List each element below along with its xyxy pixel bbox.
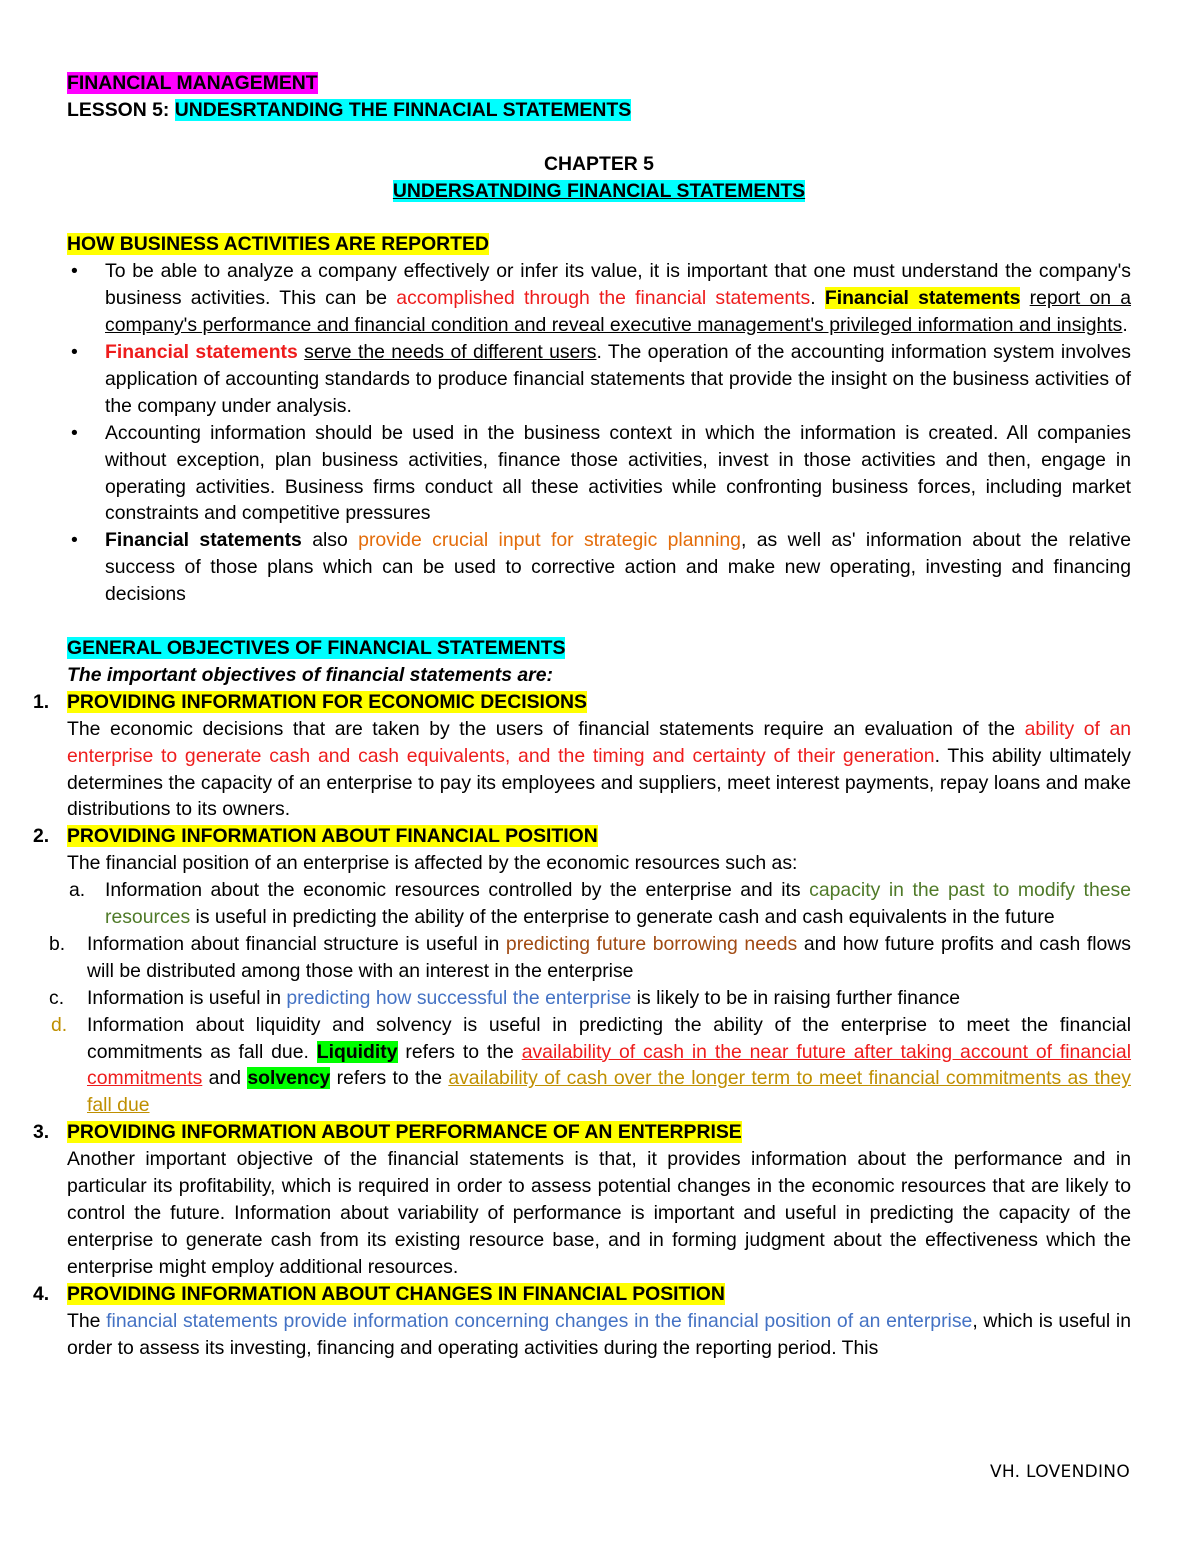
reporting-bullet-list: [67, 258, 1131, 608]
list-item: a. Information about the economic resources controlled by the enterprise and its capacity in the past to modify these resources is useful in predicting the ability of the enterprise to generate cash and cash equivalents in the future: [69, 879, 1131, 929]
footer-author: VH. LOVENDINO: [989, 1462, 1130, 1482]
bullet-icon: •: [71, 260, 78, 283]
objective-1-body: The economic decisions that are taken by the users of financial statements require an evaluation of the ability of an enterprise to generate cash and cash equivalents, and the timing and certainty of their generation. This ability ultimately determines the capacity of an enterprise to pay its employees and suppliers, meet interest payments, repay loans and make distributions to its owners.: [67, 717, 1132, 821]
objective-3: 3. PROVIDING INFORMATION ABOUT PERFORMANCE OF AN ENTERPRISE Another important objective of the financial statements is that, it provides information about the performance and in particular its profitability, which is required in order to assess potential changes in the economic resources that are likely to control the future. Information about variability of performance is important and useful in predicting the capacity of the enterprise to generate cash from its existing resource base, and in forming judgment about the effectiveness which the enterprise might employ additional resources.: [67, 1119, 1131, 1280]
bullet-icon: •: [71, 341, 78, 364]
list-item: c. Information is useful in predicting how successful the enterprise is likely to be in raising further finance: [49, 986, 961, 1009]
document-body: [33, 70, 1132, 1361]
chapter-title: UNDERSATNDING FINANCIAL STATEMENTS: [392, 179, 806, 202]
list-item: d. Information about liquidity and solvency is useful in predicting the ability of the enterprise to meet the financial commitments as fall due. Liquidity refers to the availability of cash in the near future after taking account of financial commitments and solvency refers to the availability of cash over the longer term to meet financial commitments as they fall due: [51, 1013, 1132, 1117]
bullet-icon: •: [71, 421, 78, 444]
section-heading-reporting: HOW BUSINESS ACTIVITIES ARE REPORTED: [67, 233, 489, 256]
objective-3-body: Another important objective of the financial statements is that, it provides information about the performance and in particular its profitability, which is required in order to assess potential changes in the economic resources that are likely to control the future. Information about variability of performance is important and useful in predicting the capacity of the enterprise to generate cash from its existing resource base, and in forming judgment about the effectiveness which the enterprise might employ additional resources.: [67, 1148, 1131, 1278]
objective-2: 2. PROVIDING INFORMATION ABOUT FINANCIAL POSITION The financial position of an enterprise is affected by the economic resources such as: a. Information about the economic resources controlled by the enterprise and its capacity in the past to modify these resources is useful in predicting the ability of the enterprise to generate cash and cash equivalents in the future b. Information about financial structure is useful in predicting future borrowing needs and how future profits and cash flows will be distributed among those with an interest in the enterprise c. Information is useful in predicting how successful the enterprise is likely to be in raising further finance d. Information about liquidity and solvency is useful in predicting the ability of the enterprise to meet the financial commitments as fall due. Liquidity refers to the availability of cash in the near future after taking account of financial commitments and solvency refers to the availability of cash over the longer term to meet financial commitments as they fall due: [67, 823, 1131, 1119]
list-item: • Financial statements also provide crucial input for strategic planning, as well as' information about the relative success of those plans which can be used to corrective action and make new operating, investing and financing decisions: [71, 529, 1131, 606]
objective-4-body: The financial statements provide information concerning changes in the financial position of an enterprise, which is useful in order to assess its investing, financing and operating activities during the reporting period. This: [67, 1309, 1131, 1359]
objective-2-intro: The financial position of an enterprise is affected by the economic resources such as:: [67, 852, 798, 875]
list-item: b. Information about financial structure is useful in predicting future borrowing needs and how future profits and cash flows will be distributed among those with an interest in the enterprise: [49, 932, 1132, 982]
objective-1: 1. PROVIDING INFORMATION FOR ECONOMIC DECISIONS The economic decisions that are taken by the users of financial statements require an evaluation of the ability of an enterprise to generate cash and cash equivalents, and the timing and certainty of their generation. This ability ultimately determines the capacity of an enterprise to pay its employees and suppliers, meet interest payments, repay loans and make distributions to its owners.: [67, 689, 1131, 824]
course-title: FINANCIAL MANAGEMENT: [67, 72, 318, 94]
lesson-title: LESSON 5: UNDESRTANDING THE FINNACIAL STATEMENTS: [67, 98, 632, 121]
chapter-number: CHAPTER 5: [544, 152, 654, 175]
bullet-icon: •: [71, 529, 78, 552]
list-item: • Financial statements serve the needs of different users. The operation of the accounting information system involves application of accounting standards to produce financial statements that provide the insight on the business activities of the company under analysis.: [71, 341, 1131, 417]
objectives-intro: The important objectives of financial statements are:: [67, 663, 553, 686]
objective-4: 4. PROVIDING INFORMATION ABOUT CHANGES IN FINANCIAL POSITION The financial statements provide information concerning changes in the financial position of an enterprise, which is useful in order to assess its investing, financing and operating activities during the reporting period. This: [67, 1281, 1131, 1362]
section-heading-objectives: GENERAL OBJECTIVES OF FINANCIAL STATEMENTS: [67, 636, 566, 659]
list-item: • To be able to analyze a company effectively or infer its value, it is important that one must understand the company's business activities. This can be accomplished through the financial statements. Financial statements report on a company's performance and financial condition and reveal executive management's privileged information and insights.: [71, 260, 1132, 337]
list-item: • Accounting information should be used in the business context in which the information is created. All companies without exception, plan business activities, finance those activities, invest in those activities and then, engage in operating activities. Business firms conduct all these activities while confronting business forces, including market constraints and competitive pressures: [71, 421, 1131, 525]
